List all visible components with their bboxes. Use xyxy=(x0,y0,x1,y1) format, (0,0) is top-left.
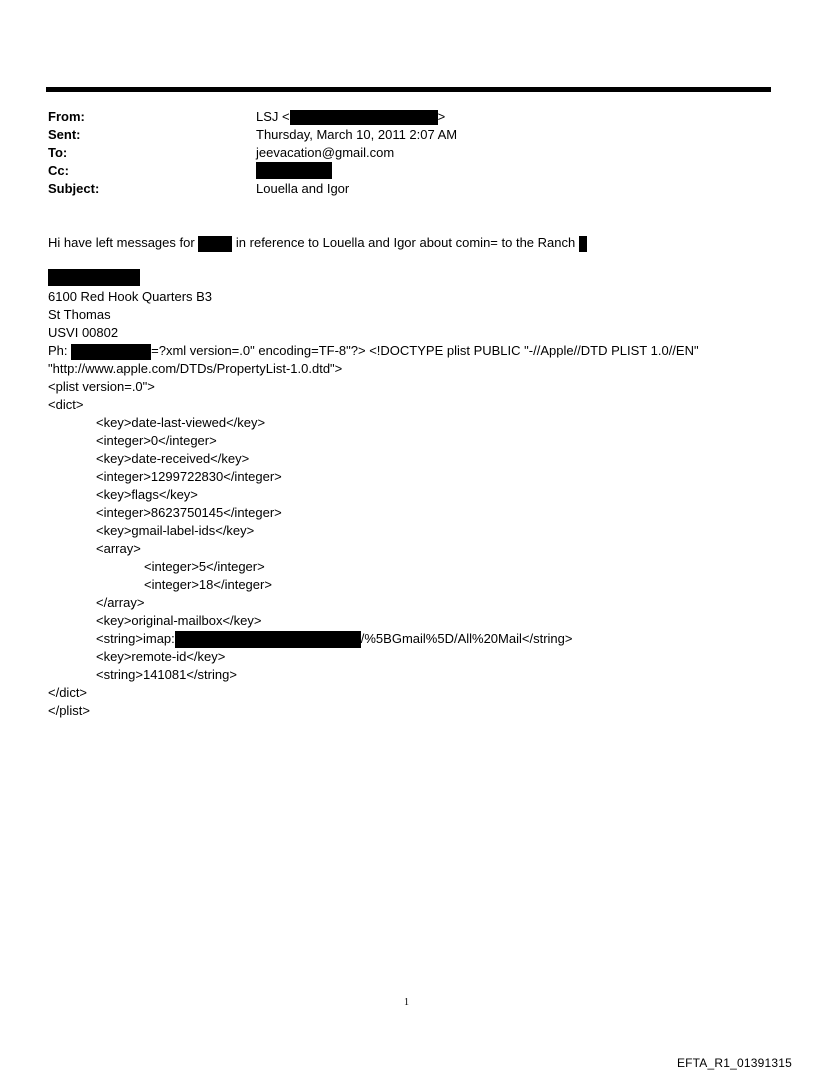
redaction-bar xyxy=(198,236,232,252)
from-suffix: > xyxy=(437,109,446,124)
document-id: EFTA_R1_01391315 xyxy=(676,1056,792,1070)
cc-label: Cc: xyxy=(48,163,69,178)
plist-line: <key>remote-id</key> xyxy=(96,649,226,664)
plist-line: "http://www.apple.com/DTDs/PropertyList-1.0.dtd"> xyxy=(48,361,343,376)
redaction-bar xyxy=(579,236,587,252)
address-line: USVI 00802 xyxy=(48,325,119,340)
header-rule xyxy=(46,87,771,92)
plist-line: <key>date-received</key> xyxy=(96,451,250,466)
plist-line: <integer>0</integer> xyxy=(96,433,217,448)
address-line: 6100 Red Hook Quarters B3 xyxy=(48,289,213,304)
cc-value xyxy=(256,162,332,179)
subject-value: Louella and Igor xyxy=(256,181,350,196)
sent-value: Thursday, March 10, 2011 2:07 AM xyxy=(256,127,458,142)
plist-line: </array> xyxy=(96,595,145,610)
plist-line: <integer>8623750145</integer> xyxy=(96,505,282,520)
plist-line: <integer>1299722830</integer> xyxy=(96,469,282,484)
redaction-bar xyxy=(175,631,361,648)
plist-line: </plist> xyxy=(48,703,90,718)
redaction-bar xyxy=(290,110,438,125)
imap-prefix: <string>imap: xyxy=(96,631,175,646)
subject-label: Subject: xyxy=(48,181,100,196)
plist-line: <integer>5</integer> xyxy=(144,559,265,574)
redaction-bar xyxy=(256,162,332,179)
plist-line: <integer>18</integer> xyxy=(144,577,272,592)
plist-line: <key>date-last-viewed</key> xyxy=(96,415,266,430)
from-prefix: LSJ < xyxy=(256,109,290,124)
phone-line xyxy=(48,343,699,360)
redaction-bar xyxy=(71,344,151,360)
plist-line: <array> xyxy=(96,541,141,556)
from-label: From: xyxy=(48,109,85,124)
plist-line: <dict> xyxy=(48,397,84,412)
phone-label: Ph: xyxy=(48,343,72,358)
plist-line xyxy=(96,631,572,648)
plist-line: <key>gmail-label-ids</key> xyxy=(96,523,255,538)
plist-line: <string>141081</string> xyxy=(96,667,237,682)
phone-suffix: =?xml version=.0" encoding=TF-8"?> <!DOCTYPE plist PUBLIC "-//Apple//DTD PLIST 1.0//EN" xyxy=(151,343,699,358)
address-line: St Thomas xyxy=(48,307,111,322)
signature-name xyxy=(48,269,140,286)
from-value xyxy=(256,109,445,125)
message-part1: Hi have left messages for xyxy=(48,235,199,250)
plist-line: <key>flags</key> xyxy=(96,487,198,502)
message-line xyxy=(48,235,587,252)
page-number: 1 xyxy=(404,997,409,1008)
to-value: jeevacation@gmail.com xyxy=(256,145,395,160)
plist-line: <plist version=.0"> xyxy=(48,379,155,394)
message-part2: in reference to Louella and Igor about comin= to the Ranch xyxy=(232,235,579,250)
plist-line: </dict> xyxy=(48,685,88,700)
to-label: To: xyxy=(48,145,68,160)
plist-line: <key>original-mailbox</key> xyxy=(96,613,262,628)
imap-suffix: /%5BGmail%5D/All%20Mail</string> xyxy=(360,631,573,646)
redaction-bar xyxy=(48,269,140,286)
sent-label: Sent: xyxy=(48,127,81,142)
